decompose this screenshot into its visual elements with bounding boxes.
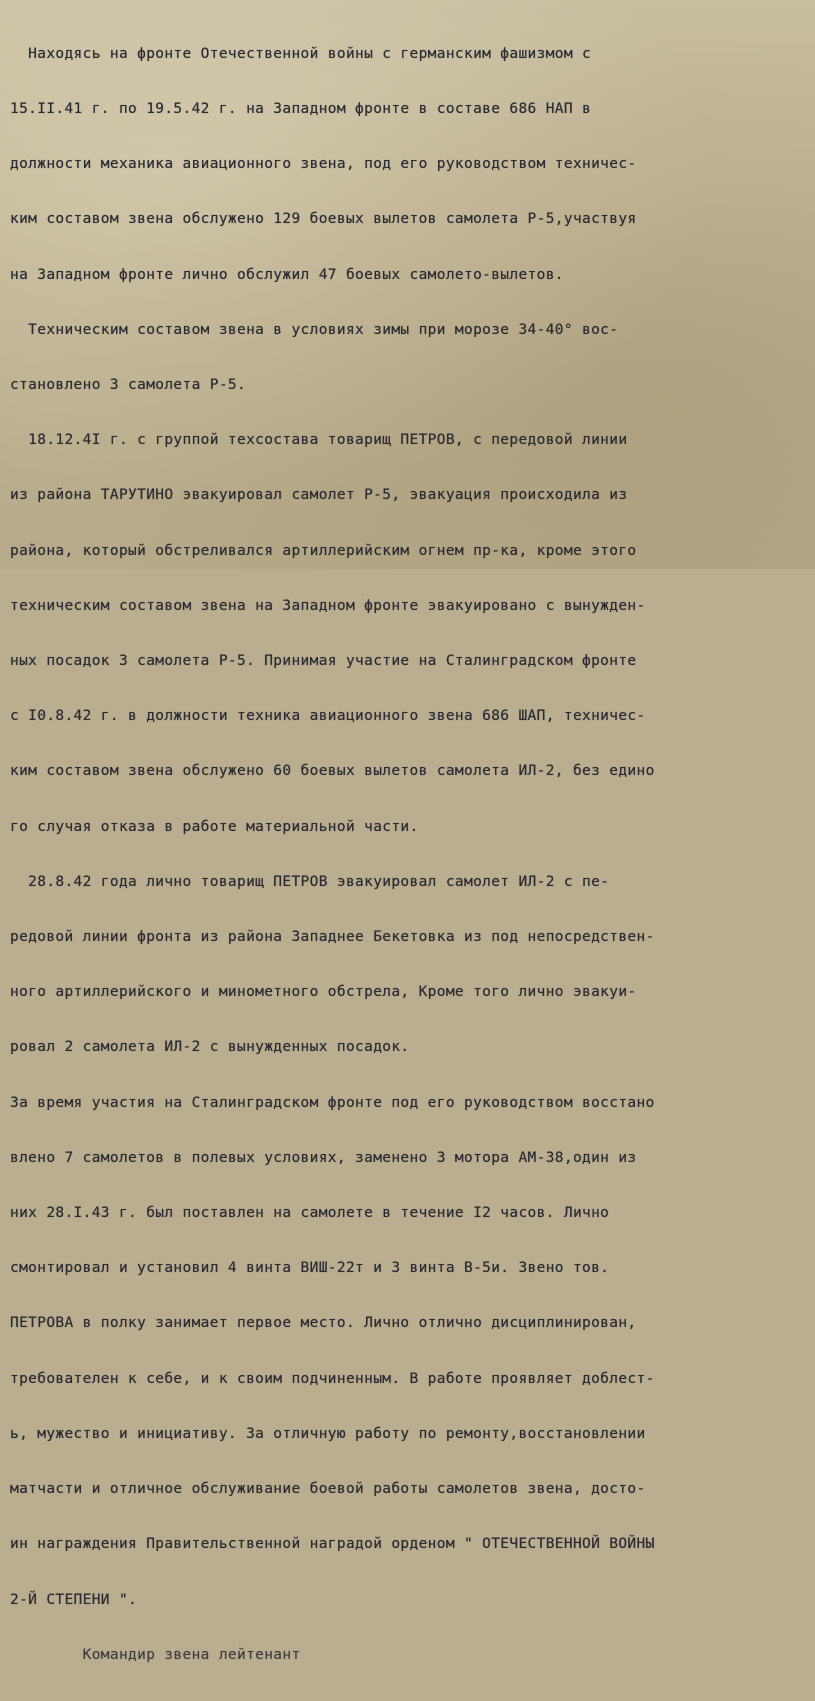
text-line: влено 7 самолетов в полевых условиях, заменено 3 мотора АМ-38,один из [10, 1149, 637, 1166]
text-line: на Западном фронте лично обслужил 47 боевых самолето-вылетов. [10, 266, 564, 283]
text-line: ПЕТРОВА в полку занимает первое место. Лично отлично дисциплинирован, [10, 1315, 637, 1332]
text-line: редовой линии фронта из района Западнее Бекетовка из под непосредствен- [10, 929, 655, 946]
text-line: ь, мужество и инициативу. За отличную работу по ремонту,восстановлении [10, 1425, 646, 1442]
text-line: 18.12.4I г. с группой техсостава товарищ ПЕТРОВ, с передовой линии [10, 432, 628, 449]
text-line: 2-Й СТЕПЕНИ ". [10, 1591, 138, 1608]
text-line: 15.II.41 г. по 19.5.42 г. на Западном фронте в составе 686 НАП в [10, 101, 592, 118]
text-line: ин награждения Правительственной наградой орденом " ОТЕЧЕСТВЕННОЙ ВОЙНЫ [10, 1536, 655, 1553]
text-line: должности механика авиационного звена, под его руководством техничес- [10, 156, 637, 173]
text-line: ровал 2 самолета ИЛ-2 с вынужденных посадок. [10, 1039, 410, 1056]
text-line: с I0.8.42 г. в должности техника авиационного звена 686 ШАП, техничес- [10, 708, 646, 725]
text-line: 28.8.42 года лично товарищ ПЕТРОВ эвакуировал самолет ИЛ-2 с пе- [10, 873, 610, 890]
text-line: района, который обстреливался артиллерийским огнем пр-ка, кроме этого [10, 542, 637, 559]
text-line: ного артиллерийского и минометного обстрела, Кроме того лично эвакуи- [10, 984, 637, 1001]
text-line: ким составом звена обслужено 129 боевых вылетов самолета Р-5,участвуя [10, 211, 637, 228]
text-line: смонтировал и установил 4 винта ВИШ-22т и 3 винта В-5и. Звено тов. [10, 1260, 610, 1277]
text-line: становлено 3 самолета Р-5. [10, 377, 247, 394]
text-line: ким составом звена обслужено 60 боевых вылетов самолета ИЛ-2, без едино [10, 763, 655, 780]
text-line: них 28.I.43 г. был поставлен на самолете в течение I2 часов. Лично [10, 1205, 610, 1222]
text-line: Находясь на фронте Отечественной войны с германским фашизмом с [10, 45, 592, 62]
typewritten-text-body [10, 8, 810, 1701]
text-line: Техническим составом звена в условиях зимы при морозе 34-40° вос- [10, 321, 619, 338]
text-line: го случая отказа в работе материальной части. [10, 818, 419, 835]
text-line: техническим составом звена на Западном фронте эвакуировано с вынужден- [10, 597, 646, 614]
text-line: За время участия на Сталинградском фронте под его руководством восстано [10, 1094, 655, 1111]
text-line: из района ТАРУТИНО эвакуировал самолет Р-5, эвакуация происходила из [10, 487, 628, 504]
text-line: ных посадок 3 самолета Р-5. Принимая участие на Сталинградском фронте [10, 653, 637, 670]
text-line: матчасти и отличное обслуживание боевой работы самолетов звена, досто- [10, 1481, 646, 1498]
signature-line-partial: Командир звена лейтенант [10, 1646, 301, 1663]
text-line: требователен к себе, и к своим подчиненным. В работе проявляет доблест- [10, 1370, 655, 1387]
